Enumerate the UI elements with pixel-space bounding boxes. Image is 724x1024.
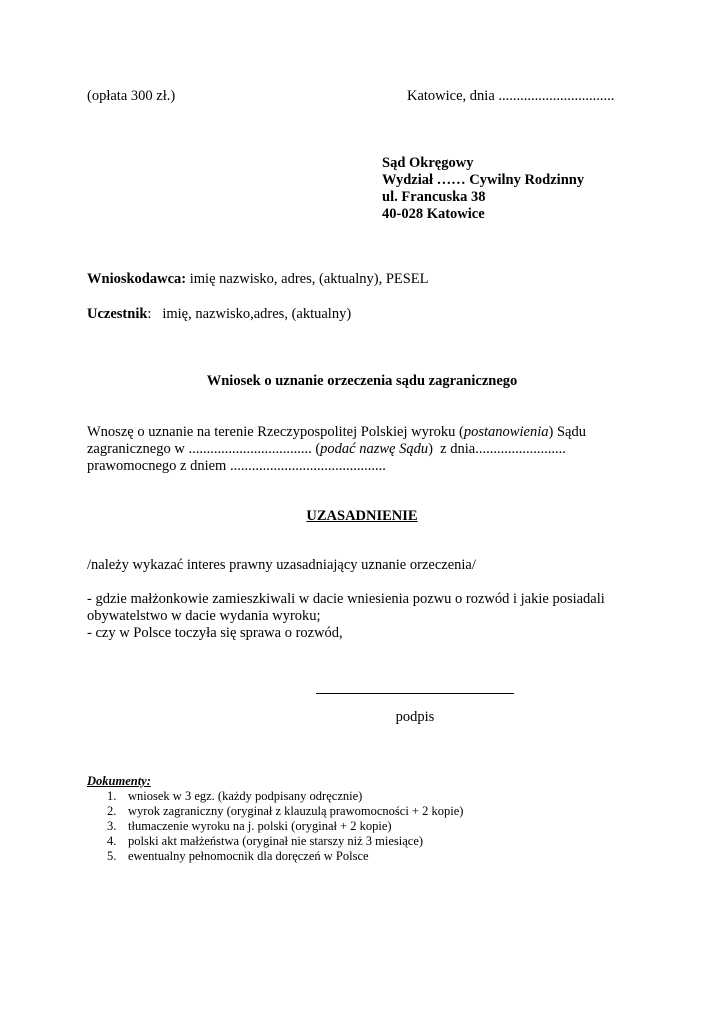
fee-note: (opłata 300 zł.) (87, 88, 176, 104)
request-line-1 (87, 424, 586, 441)
list-item-text: ewentualny pełnomocnik dla doręczeń w Polsce (128, 849, 369, 863)
applicant-line (87, 271, 429, 288)
justification-point-1a: - gdzie małżonkowie zamieszkiwali w dacie wniesienia pozwu o rozwód i jakie posiadali (87, 591, 605, 607)
court-city: 40-028 Katowice (382, 206, 485, 222)
documents-heading: Dokumenty: (87, 774, 151, 788)
participant-value: : imię, nazwisko,adres, (aktualny) (147, 306, 352, 322)
court-name: Sąd Okręgowy (382, 155, 474, 171)
signature-label: podpis (395, 709, 435, 725)
list-item-text: wyrok zagraniczny (oryginał z klauzulą prawomocności + 2 kopie) (128, 804, 464, 818)
request-text: ) Sądu (548, 424, 586, 440)
justification-heading: UZASADNIENIE (306, 508, 418, 524)
list-item-text: wniosek w 3 egz. (każdy podpisany odręcznie) (128, 789, 363, 803)
court-address (382, 155, 584, 223)
request-line-2 (87, 441, 566, 458)
participant-label: Uczestnik (87, 306, 148, 322)
list-item (87, 804, 463, 819)
request-italic: postanowienia (463, 424, 549, 440)
justification-point-2: - czy w Polsce toczyła się sprawa o rozwód, (87, 625, 343, 641)
place-date: Katowice, dnia ................................ (407, 88, 615, 104)
justification-point-1b: obywatelstwo w dacie wydania wyroku; (87, 608, 321, 624)
list-item (87, 819, 463, 834)
request-text: ) z dnia......................... (428, 441, 566, 457)
request-text: Wnoszę o uznanie na terenie Rzeczypospolitej Polskiej wyroku ( (87, 424, 464, 440)
documents-section (87, 774, 463, 864)
list-item (87, 834, 463, 849)
documents-list (87, 789, 463, 864)
applicant-value: imię nazwisko, adres, (aktualny), PESEL (189, 271, 429, 287)
list-item (87, 789, 463, 804)
list-item-number: 3. (107, 819, 117, 833)
list-item-number: 4. (107, 834, 117, 848)
list-item-number: 2. (107, 804, 117, 818)
participant-line (87, 306, 351, 323)
document-title: Wniosek o uznanie orzeczenia sądu zagranicznego (206, 373, 518, 389)
justification-note: /należy wykazać interes prawny uzasadniający uznanie orzeczenia/ (87, 557, 476, 573)
court-street: ul. Francuska 38 (382, 189, 486, 205)
court-department: Wydział …… Cywilny Rodzinny (382, 172, 585, 188)
list-item-text: polski akt małżeństwa (oryginał nie starszy niż 3 miesiące) (128, 834, 424, 848)
request-text: zagranicznego w .................................. ( (87, 441, 321, 457)
list-item-text: tłumaczenie wyroku na j. polski (oryginał + 2 kopie) (128, 819, 392, 833)
list-item-number: 5. (107, 849, 117, 863)
list-item (87, 849, 463, 864)
signature-line (316, 693, 514, 694)
request-italic: podać nazwę Sądu (320, 441, 429, 457)
list-item-number: 1. (107, 789, 117, 803)
request-line-3: prawomocnego z dniem ........................................... (87, 458, 386, 474)
applicant-label: Wnioskodawca: (87, 271, 187, 287)
